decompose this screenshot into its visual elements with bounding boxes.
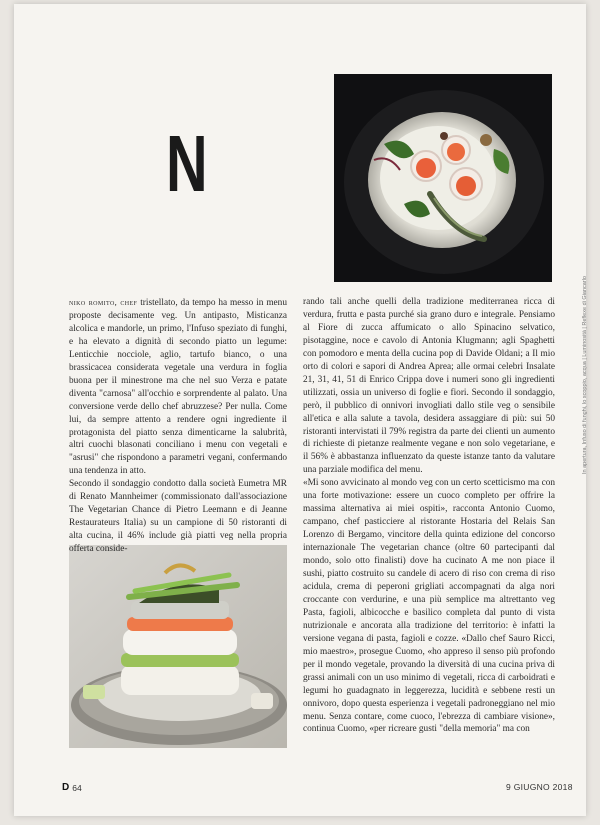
issue-date: 9 GIUGNO 2018 <box>506 782 573 792</box>
page-number: 64 <box>72 782 82 793</box>
article-column-left <box>69 296 287 556</box>
lead-in: niko romito, chef <box>69 297 138 307</box>
magazine-page <box>14 4 586 816</box>
article-column-right <box>303 296 555 736</box>
dish-photo-plate <box>334 74 552 282</box>
photo-credit: In apertura, Infuso di funghi, lo scoppio, acqua | Luminosità | Reflexe di Giancarlo <box>582 276 588 474</box>
article-paragraph: «Mi sono avvicinato al mondo veg con un certo scetticismo ma con una forte motivazione: essere un cuoco completo per offrire la massima alternativa ai miei ospiti», racconta Antonio Cuomo, campano, chef pasticciere al ristorante Hostaria del Relais San Lorenzo di Bergamo, vincitore della quinta edizione del concorso internazionale The vegetarian chance (oltre 60 partecipanti dal mondo, solo otto finalisti) dove ha cucinato A me non piace il sushi, piatto costruito su candele di acero di riso con crema di riso acidula, crema di peperoni grigliati accompagnati da alga nori croccante con verdurine, e una più semplice ma altrettanto veg Pasta, fagioli, albicocche e basilico completa dal punto di vista nutrizionale e ancorata alla tradizione del territorio: è infatti la versione vegana di pasta, fagioli e cozze. «Dallo chef Sauro Ricci, mio maestro», prosegue Cuomo, «ho appreso il senso più profondo per il mondo vegetale, provando la diversità di una cucina priva di grassi animali con un uso minimo di vegetali, ricca di carboidrati e legumi ho guadagnato in leggerezza, lucidità e sebbene resti un onnivoro, dopo questa esperienza i vegetali padroneggiano nel mio menu. Senza contare, come cuoco, l'ebrezza di cambiare visione», continua Cuomo, «per ricreare gusti "della memoria" ma con <box>303 478 555 735</box>
article-paragraph: Secondo il sondaggio condotto dalla società Eumetra MR di Renato Mannheimer (commissionato dall'associazione The Vegetarian Chance di Pietro Leemann e di Jeanne Restaurateurs Italia) su un campione di 50 ristoranti di alta cucina, il 46% include già piatti veg nella propria offerta conside- <box>69 479 287 555</box>
d-magazine-logo: D <box>62 782 70 793</box>
article-paragraph: niko romito, chef tristellato, da tempo ha messo in menu proposte decisamente veg. Un antipasto, Misticanza alcolica e mandorle, un primo, l'Infuso speziato di funghi, e ha elevato a dignità di secondo piatto un legume: Lenticchie nocciole, aglio, tartufo bianco, o una brassicacea considerata vegetale una verdura in foglia buona per il minestrone ma che nel suo Verza e patate diventa "carnosa" all'occhio e sorprendente al palato. Una conversione verde dello chef abruzzese? Per nulla. Come lui, da sempre attento a rendere ogni ingrediente il protagonista del piatto senza dimenticarne la salubrità, altri cuochi blasonati conciliano i menu con vegetali e "asrusi" che rispondono a parametri vegani, confermando una tendenza in atto. <box>69 297 287 477</box>
drop-cap: N <box>166 119 208 208</box>
article-paragraph: rando tali anche quelli della tradizione mediterranea ricca di verdura, frutta e pasta purché sia grano duro e integrale. Pensiamo al Fiore di zucca affumicato o allo Spinacino selvatico, pisotaggine, noce e cavolo di Antonia Klugmann; agli Spaghetti con pomodoro e menta della cucina pop di Davide Oldani; a Il mio orto di colori e sapori di Andrea Aprea; alle ormai celebri Insalate 21, 31, 41, 51 di Enrico Crippa dove i numeri sono gli ingredienti utilizzati, ossia un universo di foglie e fiori. Secondo il sondaggio, però, il pubblico di onnivori invogliati dallo stile veg o sensibile all'etica e alla salute a tavola, desidera assaggiare di più: sui 50 ristoranti intervistati il 79% registra da parte dei clienti un aumento di richieste di pietanze realmente vegane e non solo vegetariane, e il 56% è abbastanza influenzato da queste istanze tanto da valutare una parziale modifica del menu. <box>303 297 555 476</box>
dish-photo-stack <box>69 545 287 748</box>
page-footer-left <box>62 782 82 793</box>
